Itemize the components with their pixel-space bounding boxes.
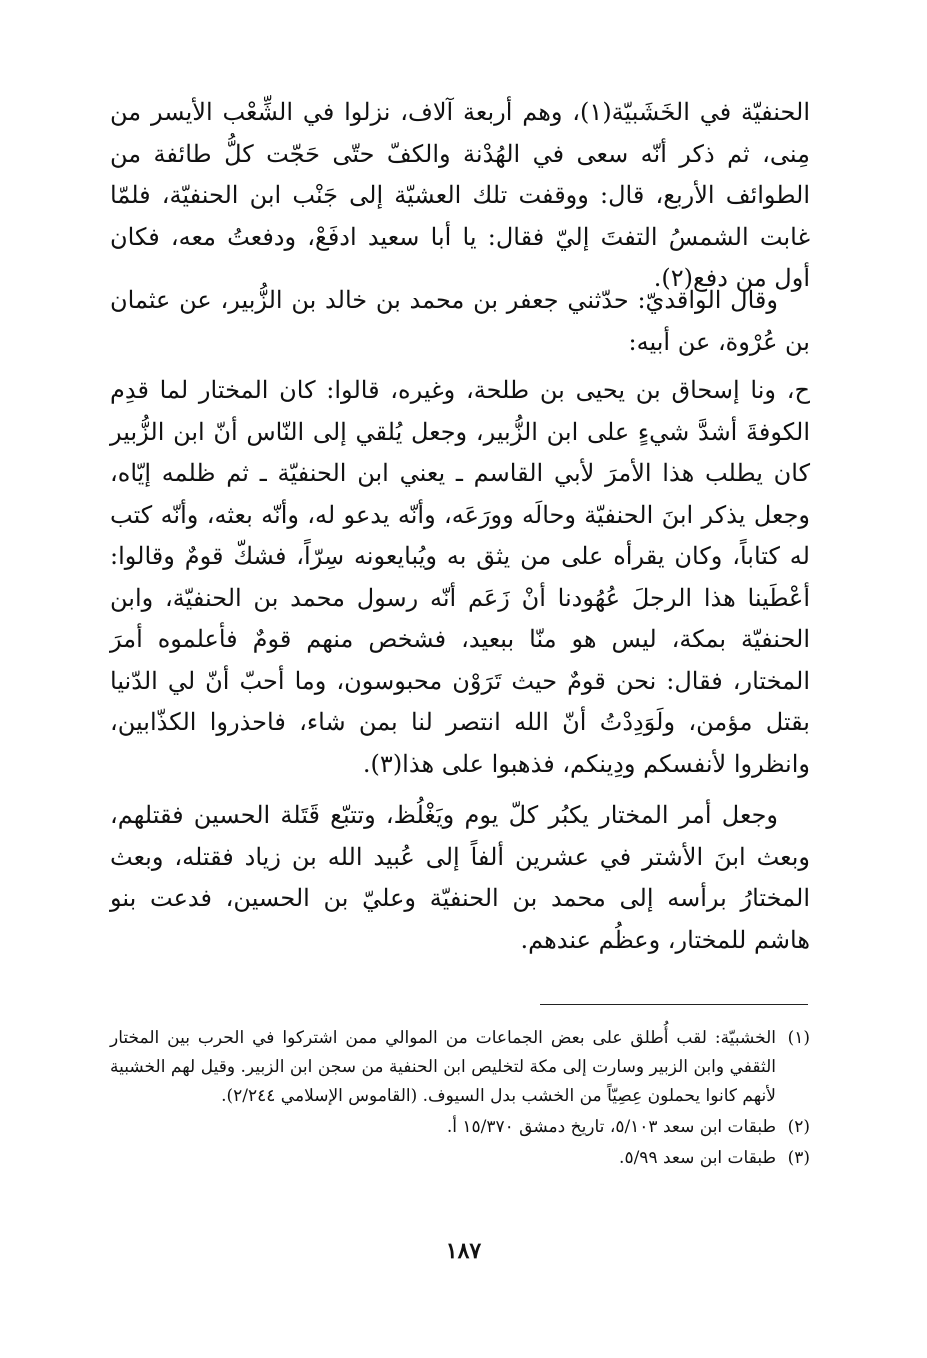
footnote-1-text: الخشبيّة: لقب أُطلق على بعض الجماعات من الموالي ممن اشتركوا في الحرب بين المختار الثقفي وابن الزبير وسارت إلى مكة لتخليص ابن الحنفية من سجن ابن الزبير. وقيل لهم الخشبية لأنهم كانوا يحملون عِصِيّاً من الخشب بدل السيوف. (القاموس الإسلامي ٢/٢٤٤). (110, 1028, 776, 1106)
paragraph-4-text: وجعل أمر المختار يكبُر كلّ يوم ويَغْلُظ، وتتبّع قَتَلة الحسين فقتلهم، وبعث ابنَ الأشتر في عشرين ألفاً إلى عُبيد الله بن زياد فقتله، وبعث المختارُ برأسه إلى محمد بن الحنفيّة وعليّ بن الحسين، فدعت بنو هاشم للمختار، وعظُم عندهم. (110, 801, 810, 954)
paragraph-1 (110, 92, 810, 300)
footnote-separator (540, 1004, 808, 1005)
paragraph-4 (110, 795, 810, 961)
footnote-2-text: طبقات ابن سعد ٥/١٠٣، تاريخ دمشق ١٥/٣٧٠ أ. (446, 1117, 776, 1137)
footnotes (110, 1024, 810, 1175)
paragraph-2 (110, 280, 810, 363)
page-number: ١٨٧ (445, 1238, 482, 1264)
paragraph-3 (110, 370, 810, 785)
footnote-3 (110, 1144, 810, 1173)
footnote-3-number: (٣) (787, 1148, 810, 1168)
footnote-2 (110, 1113, 810, 1142)
footnote-3-text: طبقات ابن سعد ٥/٩٩. (619, 1148, 776, 1168)
paragraph-1-text: الحنفيّة في الخَشَبيّة(١)، وهم أربعة آلاف، نزلوا في الشِّعْب الأيسر من مِنى، ثم ذكر أنّه سعى في الهُدْنة والكفّ حتّى حَجّت كلُّ طائفة من الطوائف الأربع، قال: ووقفت تلك العشيّة إلى جَنْب ابن الحنفيّة، فلمّا غابت الشمسُ التفتَ إليّ فقال: يا أبا سعيد ادفَعْ، ودفعتُ معه، فكان أول من دفع(٢). (110, 98, 810, 292)
footnote-1-number: (١) (787, 1028, 810, 1048)
paragraph-3-text: ح، ونا إسحاق بن يحيى بن طلحة، وغيره، قالوا: كان المختار لما قدِم الكوفةَ أشدَّ شيءٍ على ابن الزُّبير، وجعل يُلقي إلى النّاس أنّ ابن الزُّبير كان يطلب هذا الأمرَ لأبي القاسم ـ يعني ابن الحنفيّة ـ ثم ظلمه إيّاه، وجعل يذكر ابنَ الحنفيّة وحالَه وورَعَه، وأنّه يدعو له، وأنّه بعثه، وأنّه كتب له كتاباً، وكان يقرأه على من يثق به ويُبايعونه سِرّاً، فشكّ قومٌ وقالوا: أعْطَينا هذا الرجلَ عُهُودنا أنْ زَعَم أنّه رسول محمد بن الحنفيّة، وابن الحنفيّة بمكة، ليس هو منّا ببعيد، فشخص منهم قومٌ فأعلموه أمرَ المختار، فقال: نحن قومٌ حيث تَرَوْن محبوسون، وما أحبّ أنّ لي الدّنيا بقتل مؤمن، ولَوَدِدْتُ أنّ الله انتصر لنا بمن شاء، فاحذروا الكذّابين، وانظروا لأنفسكم ودِينكم، فذهبوا على هذا(٣). (110, 376, 810, 778)
footnote-2-number: (٢) (787, 1117, 810, 1137)
footnote-1 (110, 1024, 810, 1111)
paragraph-2-text: وقال الواقديّ: حدّثني جعفر بن محمد بن خالد بن الزُّبير، عن عثمان بن عُرْوة، عن أبيه: (110, 286, 810, 356)
